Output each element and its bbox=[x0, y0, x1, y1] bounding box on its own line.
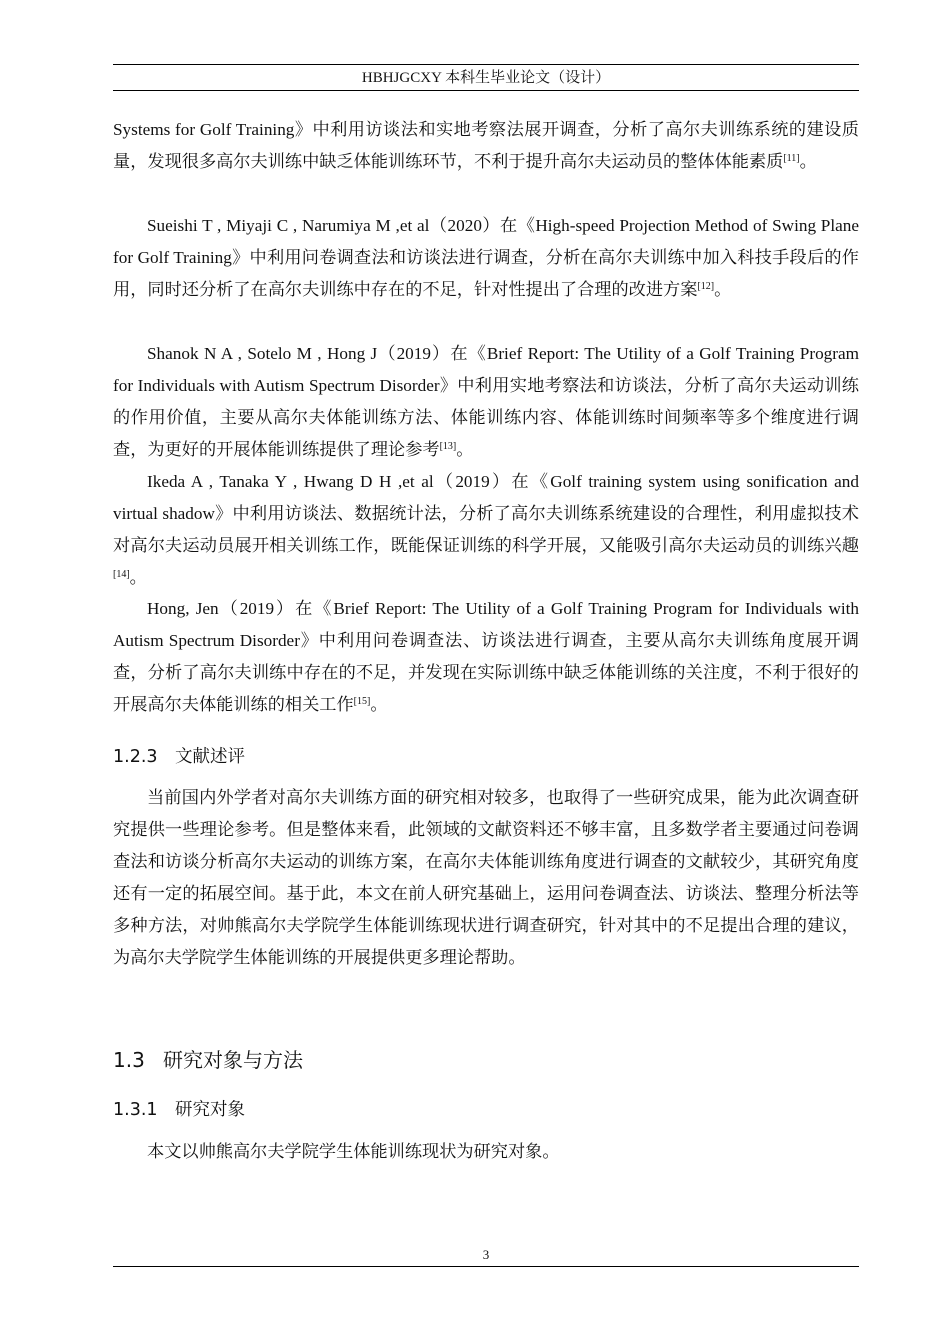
section-title: 研究对象 bbox=[175, 1100, 245, 1120]
header-rule-bottom bbox=[113, 90, 859, 91]
paragraph-text: Systems for Golf Training》中利用访谈法和实地考察法展开调查，分析了高尔夫训练系统的建设质量，发现很多高尔夫训练中缺乏体能训练环节，不利于提升高尔夫运动员的整体体能素质 bbox=[113, 120, 859, 171]
paragraph-7 bbox=[113, 1136, 859, 1168]
section-title: 文献述评 bbox=[175, 747, 245, 767]
citation-ref: [12] bbox=[697, 281, 715, 292]
paragraph-end: 。 bbox=[129, 568, 147, 587]
citation-ref: [11] bbox=[783, 153, 800, 164]
citation-ref: [14] bbox=[113, 569, 130, 580]
citation-ref: [15] bbox=[353, 696, 371, 707]
section-heading-1-2-3 bbox=[113, 745, 245, 769]
header-rule-top bbox=[113, 64, 859, 65]
section-number: 1.3.1 bbox=[113, 1100, 158, 1120]
paragraph-end: 。 bbox=[456, 440, 474, 459]
paragraph-6 bbox=[113, 782, 859, 974]
paragraph-end: 。 bbox=[714, 280, 732, 299]
paragraph-1 bbox=[113, 114, 859, 178]
section-number: 1.3 bbox=[113, 1048, 145, 1072]
section-heading-1-3-1 bbox=[113, 1098, 245, 1122]
paragraph-end: 。 bbox=[370, 695, 388, 714]
citation-ref: [13] bbox=[439, 441, 457, 452]
paragraph-3 bbox=[113, 338, 859, 466]
paragraph-text: Ikeda A , Tanaka Y , Hwang D H ,et al（2019）在《Golf training system using sonification and virtual shadow》中利用访谈法、数据统计法，分析了高尔夫训练系统建设的合理性，利用虚拟技术对高尔夫运动员展开相关训练工作，既能保证训练的科学开展，又能吸引高尔夫运动员的训练兴趣 bbox=[113, 472, 859, 555]
paragraph-4 bbox=[113, 466, 859, 594]
paragraph-text: 当前国内外学者对高尔夫训练方面的研究相对较多，也取得了一些研究成果，能为此次调查研究提供一些理论参考。但是整体来看，此领域的文献资料还不够丰富，且多数学者主要通过问卷调查法和访谈分析高尔夫运动的训练方案，在高尔夫体能训练角度进行调查的文献较少，其研究角度还有一定的拓展空间。基于此，本文在前人研究基础上，运用问卷调查法、访谈法、整理分析法等多种方法，对帅熊高尔夫学院学生体能训练现状进行调查研究，针对其中的不足提出合理的建议，为高尔夫学院学生体能训练的开展提供更多理论帮助。 bbox=[113, 788, 859, 967]
footer-rule bbox=[113, 1266, 859, 1267]
section-number: 1.2.3 bbox=[113, 747, 158, 767]
section-heading-1-3 bbox=[113, 1046, 303, 1074]
paragraph-text: Sueishi T , Miyaji C , Narumiya M ,et al（2020）在《High-speed Projection Method of Swing Plane for Golf Training》中利用问卷调查法和访谈法进行调查，分析在高尔夫训练中加入科技手段后的作用，同时还分析了在高尔夫训练中存在的不足，针对性提出了合理的改进方案 bbox=[113, 216, 859, 299]
paragraph-2 bbox=[113, 210, 859, 306]
running-header: HBHJGCXY 本科生毕业论文（设计） bbox=[361, 70, 611, 86]
paragraph-text: 本文以帅熊高尔夫学院学生体能训练现状为研究对象。 bbox=[147, 1142, 560, 1161]
section-title: 研究对象与方法 bbox=[163, 1048, 303, 1072]
paragraph-5 bbox=[113, 593, 859, 721]
page-number: 3 bbox=[482, 1247, 490, 1262]
paragraph-text: Hong, Jen（2019）在《Brief Report: The Utility of a Golf Training Program for Individuals with Autism Spectrum Disorder》中利用问卷调查法、访谈法进行调查，主要从高尔夫训练角度展开调查，分析了高尔夫训练中存在的不足，并发现在实际训练中缺乏体能训练的关注度，不利于很好的开展高尔夫体能训练的相关工作 bbox=[113, 599, 859, 714]
paragraph-text: Shanok N A , Sotelo M , Hong J（2019）在《Brief Report: The Utility of a Golf Training Program for Individuals with Autism Spectrum Disorder》中利用实地考察法和访谈法，分析了高尔夫运动训练的作用价值，主要从高尔夫体能训练方法、体能训练内容、体能训练时间频率等多个维度进行调查，为更好的开展体能训练提供了理论参考 bbox=[113, 344, 859, 459]
paragraph-end: 。 bbox=[799, 152, 817, 171]
